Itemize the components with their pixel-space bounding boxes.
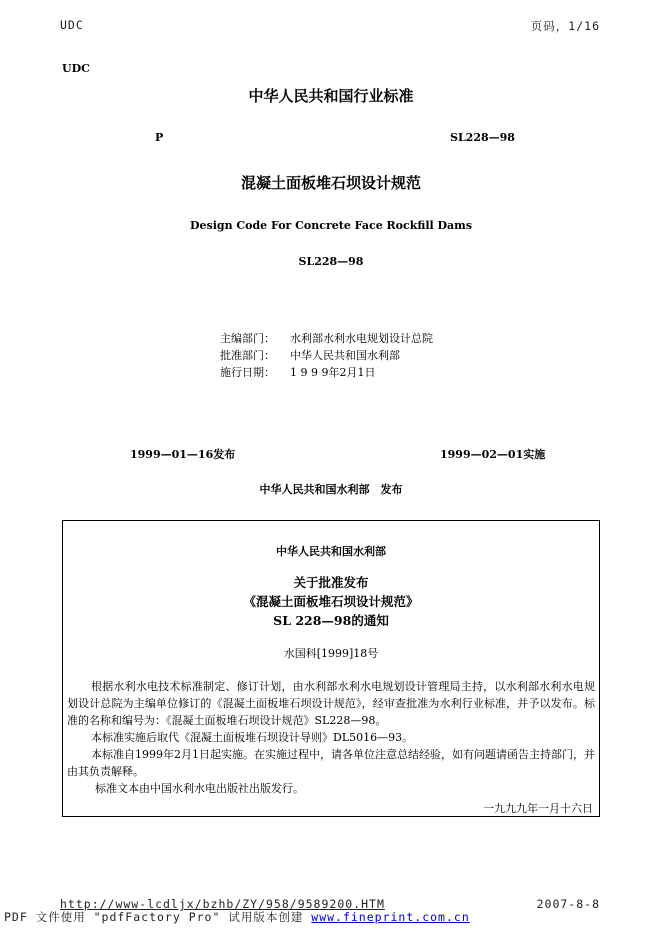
issue-date: 1999—01—16发布 [130, 448, 236, 461]
standard-code: SL228—98 [450, 131, 515, 144]
footer-date: 2007-8-8 [536, 897, 600, 911]
title-zh: 混凝土面板堆石坝设计规范 [240, 174, 421, 192]
notice-paragraph: 本标准自1999年2月1日起实施。在实施过程中，请各单位注意总结经验，如有问题请函告主持部门，并由其负责解释。 [67, 748, 595, 778]
meta-editor [220, 330, 433, 346]
notice-issuer: 中华人民共和国水利部 [276, 545, 386, 558]
title-en: Design Code For Concrete Face Rockfill Dams [189, 219, 473, 232]
meta-key: 施行日期： [220, 366, 275, 379]
notice-date: 一九九九年一月十六日 [483, 802, 593, 815]
standard-category: 中华人民共和国行业标准 [248, 87, 414, 105]
pdf-note-text: PDF 文件使用 "pdfFactory Pro" 试用版本创建 [4, 910, 304, 924]
meta-approver [220, 347, 400, 363]
notice-doc-number: 水国科[1999]18号 [283, 647, 379, 660]
meta-value: 1 9 9 9年2月1日 [290, 366, 376, 379]
notice-paragraph: 标准文本由中国水利水电出版社出版发行。 [95, 782, 304, 795]
notice-heading-1: 关于批准发布 [293, 575, 369, 590]
source-url[interactable]: http://www-lcdljx/bzhb/ZY/958/9589200.HTM [60, 897, 385, 911]
meta-value: 水利部水利水电规划设计总院 [290, 332, 433, 345]
effective-date: 1999—02—01实施 [440, 448, 546, 461]
udc-label: UDC [62, 62, 90, 75]
notice-box [62, 520, 600, 817]
meta-key: 批准部门： [220, 349, 275, 362]
publisher: 中华人民共和国水利部 发布 [259, 483, 403, 496]
meta-effective-date [220, 364, 375, 380]
notice-paragraph: 根据水利水电技术标准制定、修订计划，由水利部水利水电规划设计管理局主持，以水利部水利水电规划设计总院为主编单位修订的《混凝土面板堆石坝设计规范》，经审查批准为水利行业标准，并予以发布。标准的名称和编号为：《混凝土面板堆石坝设计规范》SL228—98。 [67, 680, 595, 727]
meta-value: 中华人民共和国水利部 [290, 349, 400, 362]
pdf-note [4, 909, 470, 925]
notice-paragraph: 本标准实施后取代《混凝土面板堆石坝设计导则》DL5016—93。 [91, 731, 414, 744]
classification-code: P [155, 131, 164, 144]
header-page-number: 页码，1/16 [530, 19, 600, 33]
code-center: SL228—98 [298, 255, 364, 268]
header-left: UDC [60, 18, 84, 32]
meta-key: 主编部门： [220, 332, 275, 345]
notice-heading-3: SL 228—98的通知 [273, 613, 389, 628]
pdf-link[interactable]: www.fineprint.com.cn [311, 910, 470, 924]
notice-heading-2: 《混凝土面板堆石坝设计规范》 [243, 594, 419, 609]
